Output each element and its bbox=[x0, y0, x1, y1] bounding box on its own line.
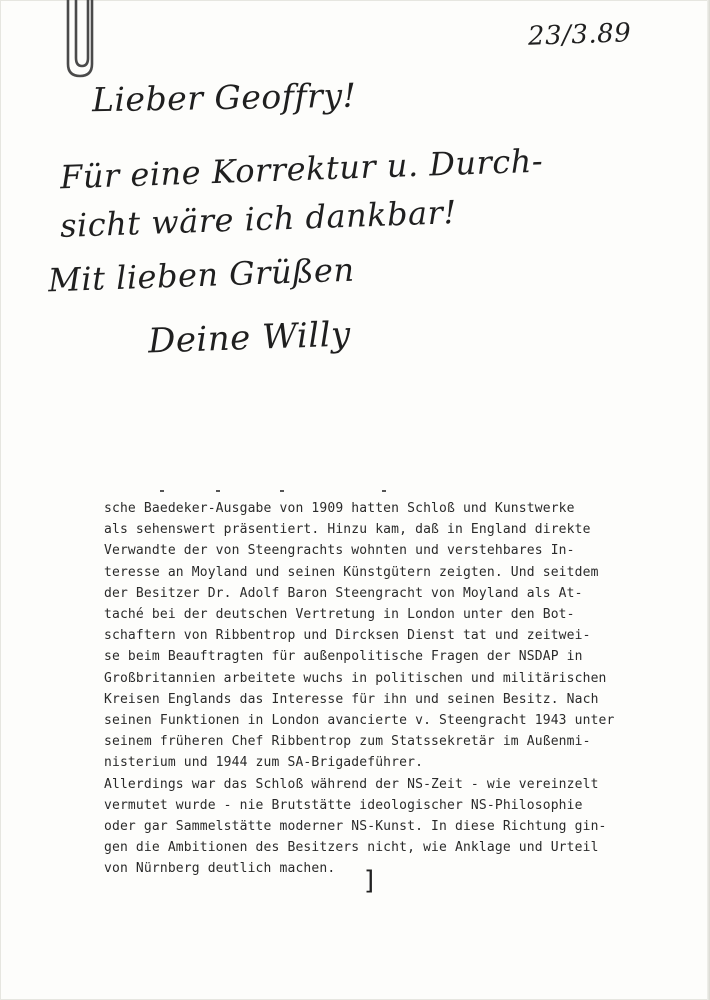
typed-line: Verwandte der von Steengrachts wohnten und verstehbares In- bbox=[104, 543, 575, 559]
typed-line: oder gar Sammelstätte moderner NS-Kunst. In diese Richtung gin- bbox=[104, 819, 607, 835]
typed-line: Großbritannien arbeitete wuchs in politischen und militärischen bbox=[104, 670, 607, 686]
handwritten-request-line-2: sicht wäre ich dankbar! bbox=[59, 193, 458, 245]
handwritten-closing: Mit lieben Grüßen bbox=[47, 250, 356, 300]
typed-line: als sehenswert präsentiert. Hinzu kam, daß in England direkte bbox=[104, 522, 591, 538]
typed-paragraph bbox=[104, 498, 664, 880]
typed-line: nisterium und 1944 zum SA-Brigadeführer. bbox=[104, 755, 424, 771]
typed-line: se beim Beauftragten für außenpolitische Fragen der NSDAP in bbox=[104, 649, 583, 665]
typed-line: gen die Ambitionen des Besitzers nicht, wie Anklage und Urteil bbox=[104, 840, 599, 856]
handwritten-greeting: Lieber Geoffry! bbox=[91, 75, 357, 120]
typed-line: schaftern von Ribbentrop und Dircksen Dienst tat und zeitwei- bbox=[104, 628, 591, 644]
cut-off-text-marks bbox=[160, 488, 390, 494]
typed-line: seinen Funktionen in London avancierte v. Steengracht 1943 unter bbox=[104, 713, 615, 729]
typed-line: teresse an Moyland und seinen Künstgütern zeigten. Und seitdem bbox=[104, 564, 599, 580]
handwritten-signature: Deine Willy bbox=[147, 314, 352, 362]
typed-line: vermutet wurde - nie Brutstätte ideologischer NS-Philosophie bbox=[104, 797, 583, 813]
typed-line: der Besitzer Dr. Adolf Baron Steengracht von Moyland als At- bbox=[104, 585, 583, 601]
typed-line: taché bei der deutschen Vertretung in London unter den Bot- bbox=[104, 607, 575, 623]
typed-line: von Nürnberg deutlich machen. bbox=[104, 861, 336, 877]
handwritten-bracket-mark: ] bbox=[364, 866, 375, 896]
handwritten-request-line-1: Für eine Korrektur u. Durch- bbox=[59, 141, 544, 197]
typed-line: Allerdings war das Schloß während der NS-Zeit - wie vereinzelt bbox=[104, 776, 599, 792]
handwritten-date: 23/3.89 bbox=[527, 18, 632, 52]
typed-line: seinem früheren Chef Ribbentrop zum Statssekretär im Außenmi- bbox=[104, 734, 591, 750]
paperclip-icon bbox=[60, 0, 104, 82]
typed-line: sche Baedeker-Ausgabe von 1909 hatten Schloß und Kunstwerke bbox=[104, 501, 575, 516]
typed-line: Kreisen Englands das Interesse für ihn und seinen Besitz. Nach bbox=[104, 691, 599, 707]
